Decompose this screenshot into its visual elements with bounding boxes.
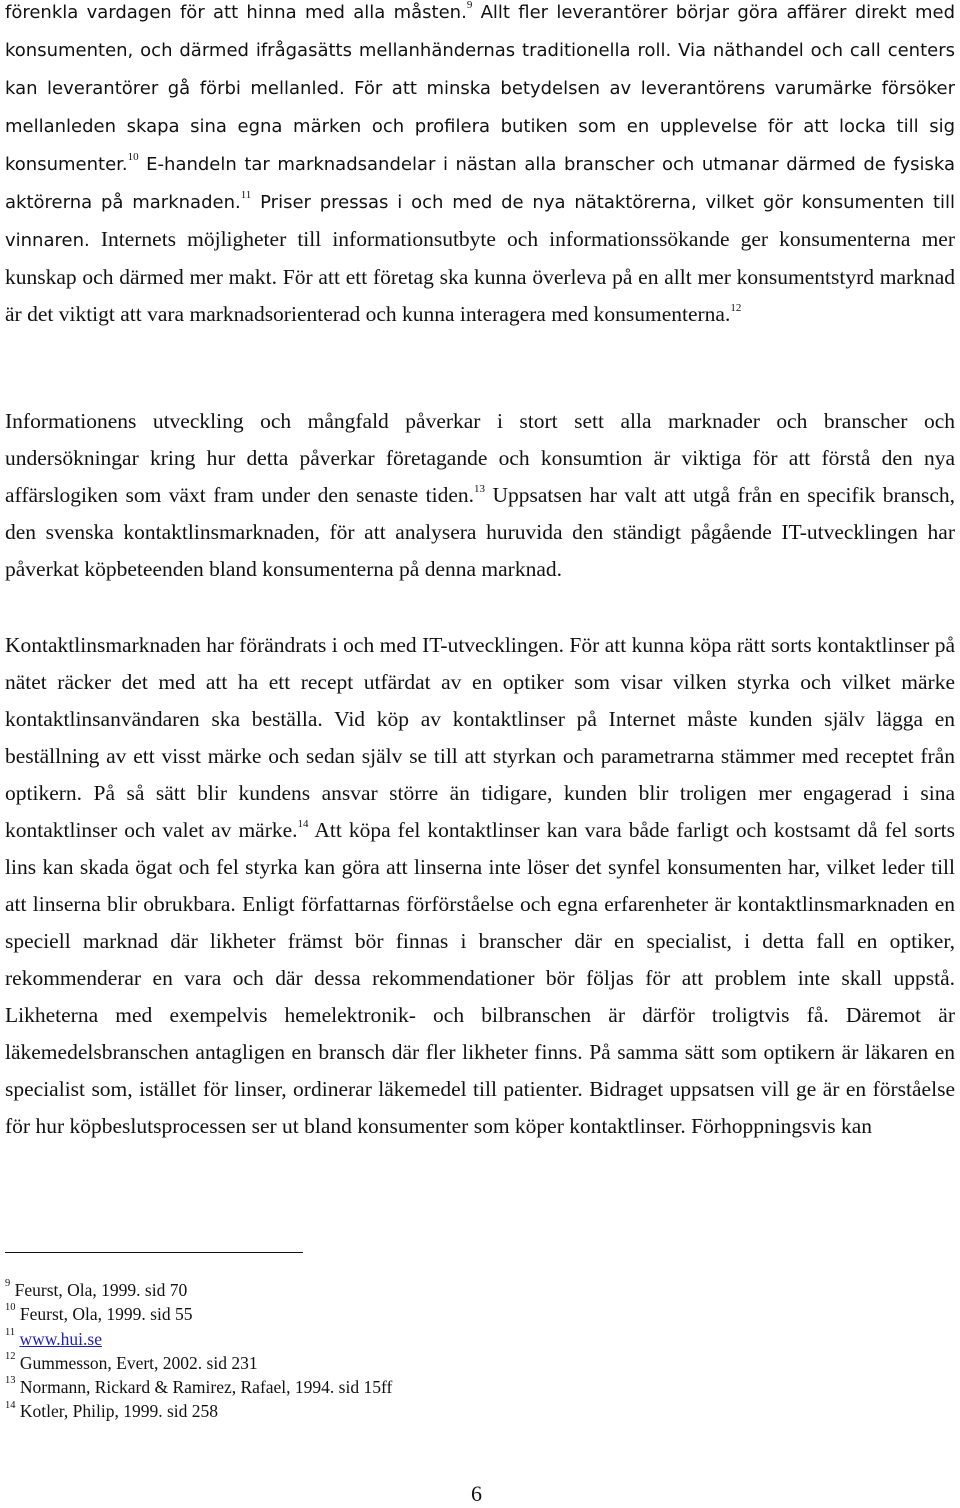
footnote-ref-11: 11 — [240, 188, 252, 201]
paragraph-text: förenkla vardagen för att hinna med alla måsten. — [5, 2, 467, 23]
page-number: 6 — [471, 1481, 482, 1506]
footnote-9 — [5, 1278, 392, 1302]
footnote-ref-14: 14 — [297, 817, 309, 830]
footnote-text: Feurst, Ola, 1999. sid 70 — [14, 1280, 188, 1300]
footnote-14 — [5, 1399, 392, 1423]
footnote-link[interactable]: www.hui.se — [19, 1328, 102, 1349]
paragraph-text: Priser pressas i och med de nya nätaktörerna, vilket gör konsumenten till vinnaren. — [5, 192, 956, 251]
footnote-text: Feurst, Ola, 1999. sid 55 — [19, 1304, 193, 1325]
footnote-number: 12 — [5, 1351, 16, 1363]
body-paragraph-2 — [5, 403, 955, 588]
footnote-number: 13 — [5, 1375, 16, 1387]
paragraph-text: Att köpa fel kontaktlinser kan vara både farligt och kostsamt då fel sorts lins kan skada ögat och fel styrka kan göra att linserna inte löser det synfel konsumenten har, vilket leder till att linserna blir obrukbara. Enligt författarnas förförståelse och egna erfarenheter är kontaktlinsmarknaden en speciell marknad där likheter främst bör finnas i branscher där en specialist, i detta fall en optiker, rekommenderar en vara och där dessa rekommendationer bör följas för att problem inte skall uppstå. Likheterna med exempelvis hemelektronik- och bilbranschen är därför troligtvis få. Däremot är läkemedelsbranschen antagligen en bransch där fler likheter finns. På samma sätt som optikern är läkaren en specialist som, istället för linser, ordinerar läkemedel till patienter. Bidraget uppsatsen vill ge är en förståelse för hur köpbeslutsprocessen ser ut bland konsumenter som köper kontaktlinser. Förhoppningsvis kan — [5, 818, 956, 1138]
footnote-13 — [5, 1375, 392, 1399]
footnote-text: Gummesson, Evert, 2002. sid 231 — [19, 1352, 258, 1373]
footnote-number: 9 — [5, 1278, 11, 1290]
paragraph-text: E-handeln tar marknadsandelar i nästan alla branscher och utmanar därmed de fysiska aktörerna på marknaden. — [5, 154, 955, 213]
footnote-ref-13: 13 — [474, 482, 486, 495]
footnote-number: 14 — [5, 1399, 16, 1411]
paragraph-text: Informationens utveckling och mångfald påverkar i stort sett alla marknader och branscher och undersökningar kring hur detta påverkar företagande och konsumtion är viktiga för att förstå den nya affärslogiken som växt fram under den senaste tiden. — [5, 409, 955, 507]
paragraph-text: Uppsatsen har valt att utgå från en specifik bransch, den svenska kontaktlinsmarknaden, för att analysera huruvida den ständigt pågående IT-utvecklingen har påverkat köpbeteenden bland konsumenterna på denna marknad. — [5, 483, 955, 581]
footnote-separator — [5, 1252, 303, 1253]
footnote-text: Normann, Rickard & Ramirez, Rafael, 1994. sid 15ff — [19, 1377, 393, 1398]
body-paragraph-3 — [5, 627, 955, 1145]
footnotes — [5, 1278, 392, 1424]
footnote-11 — [5, 1327, 392, 1351]
footnote-text: Kotler, Philip, 1999. sid 258 — [19, 1401, 218, 1422]
paragraph-text: Internets möjligheter till informationsutbyte och informationssökande ger konsumenterna mer kunskap och därmed mer makt. För att ett företag ska kunna överleva på en allt mer konsumentstyrd marknad är det viktigt att vara marknadsorienterad och kunna interagera med konsumenterna. — [5, 227, 955, 326]
paragraph-text: Allt fler leverantörer börjar göra affärer direkt med konsumenten, och därmed ifrågasätts mellanhändernas traditionella roll. Via näthandel och call centers kan leverantörer gå förbi mellanled. För att minska betydelsen av leverantörens varumärke försöker mellanleden skapa sina egna märken och profilera butiken som en upplevelse för att locka till sig konsumenter. — [5, 2, 955, 175]
footnote-number: 10 — [5, 1302, 16, 1314]
footnote-ref-9: 9 — [466, 0, 473, 11]
footnote-number: 11 — [5, 1326, 16, 1338]
footnote-10 — [5, 1302, 392, 1326]
footnote-ref-12: 12 — [730, 301, 742, 314]
body-paragraph-1 — [5, 0, 955, 333]
footnote-12 — [5, 1351, 392, 1375]
paragraph-text: Kontaktlinsmarknaden har förändrats i och med IT-utvecklingen. För att kunna köpa rätt sorts kontaktlinser på nätet räcker det med att ha ett recept utfärdat av en optiker som visar vilken styrka och vilket märke kontaktlinsanvändaren ska beställa. Vid köp av kontaktlinser på Internet måste kunden själv lägga en beställning av ett visst märke och sedan själv se till att styrkan och parametrarna stämmer med receptet från optikern. På så sätt blir kundens ansvar större än tidigare, kunden blir troligen mer engagerad i sina kontaktlinser och valet av märke. — [5, 633, 955, 842]
footnote-ref-10: 10 — [127, 150, 139, 163]
